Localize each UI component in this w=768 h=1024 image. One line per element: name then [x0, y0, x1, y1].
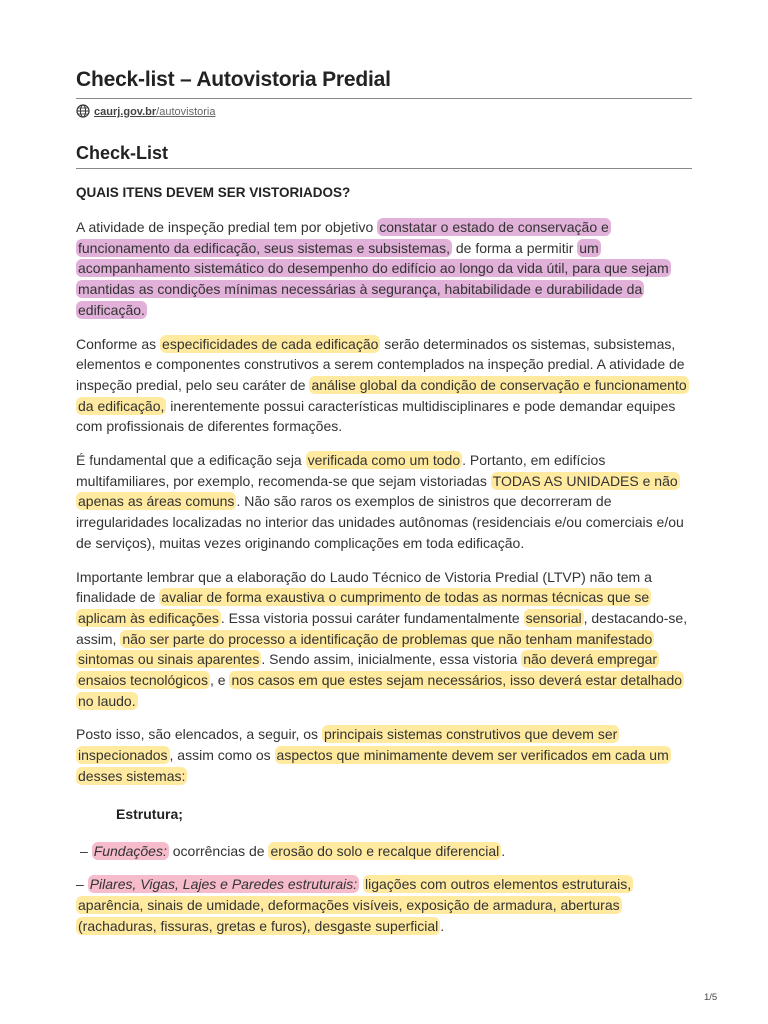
text: . Sendo assim, inicialmente, essa vistoria [261, 651, 522, 668]
text: Importante lembrar que a elaboração do Laudo Técnico de Vistoria Predial (LTVP) não tem a finalidade de [76, 568, 652, 606]
text: . [501, 842, 506, 859]
paragraph-ltvp [76, 567, 692, 712]
text: serão determinados os sistemas, subsistemas, elementos e componentes construtivos a serem contemplados na inspeção predial. A atividade de inspeção predial, pelo seu caráter de [76, 335, 685, 393]
paragraph-specificities [76, 334, 692, 438]
text: , e [209, 672, 230, 689]
text: inerentemente possui características multidisciplinares e pode demandar equipes com profissionais de diferentes formações. [76, 397, 676, 435]
source-path[interactable]: /autovistoria [156, 106, 216, 118]
highlight-term: Fundações: [93, 842, 167, 859]
highlight: não deverá empregar ensaios tecnológicos [78, 651, 658, 689]
text: Conforme as [76, 335, 161, 352]
highlight: nos casos em que estes sejam necessários, isso deverá estar detalhado no laudo. [78, 672, 683, 709]
text: . [440, 917, 445, 934]
question-heading: QUAIS ITENS DEVEM SER VISTORIADOS? [76, 185, 351, 200]
document-page [76, 62, 692, 936]
page-number: 1/5 [704, 992, 718, 1003]
paragraph-whole-building [76, 450, 692, 554]
paragraph-systems [76, 724, 692, 786]
item-fundacoes [76, 841, 692, 862]
highlight: sensorial [525, 609, 582, 626]
document-title: Check-list – Autovistoria Predial [76, 68, 391, 91]
source-domain[interactable]: caurj.gov.br [94, 106, 157, 118]
section-title: Check-List [76, 143, 169, 163]
highlight: um acompanhamento sistemático do desempenho do edifício ao longo da vida útil, para que sejam mantidas as condições mínimas necessárias à segurança, habitabilidade e durabilidade da edificação. [78, 239, 669, 318]
highlight: aspectos que minimamente devem ser verificados em cada um desses sistemas: [78, 747, 669, 784]
text: . Não são raros os exemplos de sinistros que decorreram de irregularidades localizadas no interior das unidades autônomas (residenciais e/ou comerciais e/ou de serviços), muitas vezes originando complicações em toda edificação. [76, 493, 684, 551]
section-divider [76, 168, 692, 169]
text: – [76, 876, 88, 893]
subheading-estrutura: Estrutura; [116, 805, 183, 822]
paragraph-objective [76, 217, 692, 321]
text: de forma a permitir [451, 239, 578, 256]
highlight: avaliar de forma exaustiva o cumprimento de todas as normas técnicas que se aplicam às edificações [78, 589, 650, 626]
highlight: análise global da condição de conservação e funcionamento da edificação, [78, 376, 687, 414]
text: ocorrências de [168, 842, 269, 859]
text: , assim como os [169, 747, 275, 764]
highlight: TODAS AS UNIDADES e não apenas as áreas comuns [78, 472, 678, 510]
highlight: principais sistemas construtivos que devem ser inspecionados [78, 726, 618, 764]
highlight: verificada como um todo [307, 452, 461, 469]
source-link[interactable] [76, 99, 692, 125]
highlight: não ser parte do processo a identificação de problemas que não tenham manifestado sintomas ou sinais aparentes [78, 630, 653, 668]
text: . Portanto, em edifícios multifamiliares, por exemplo, recomenda-se que sejam vistoriadas [76, 452, 606, 489]
highlight-term: Pilares, Vigas, Lajes e Paredes estruturais: [89, 876, 358, 893]
highlight: especificidades de cada edificação [162, 335, 379, 352]
globe-icon [76, 104, 94, 121]
highlight: constatar o estado de conservação e funcionamento da edificação, seus sistemas e subsistemas, [78, 219, 609, 256]
text: , destacando-se, assim, [76, 609, 688, 647]
text: É fundamental que a edificação seja [76, 452, 306, 469]
text: – [80, 842, 92, 859]
text: Posto isso, são elencados, a seguir, os [76, 726, 322, 743]
text: . Essa vistoria possui caráter fundamentalmente [220, 609, 524, 626]
highlight: erosão do solo e recalque diferencial [270, 842, 500, 859]
highlight: ligações com outros elementos estruturais, aparência, sinais de umidade, deformações visíveis, exposição de armadura, aberturas (rachaduras, fissuras, gretas e furos), desgaste superficial [78, 876, 632, 934]
text: A atividade de inspeção predial tem por objetivo [76, 219, 378, 235]
item-pilares [76, 874, 692, 936]
